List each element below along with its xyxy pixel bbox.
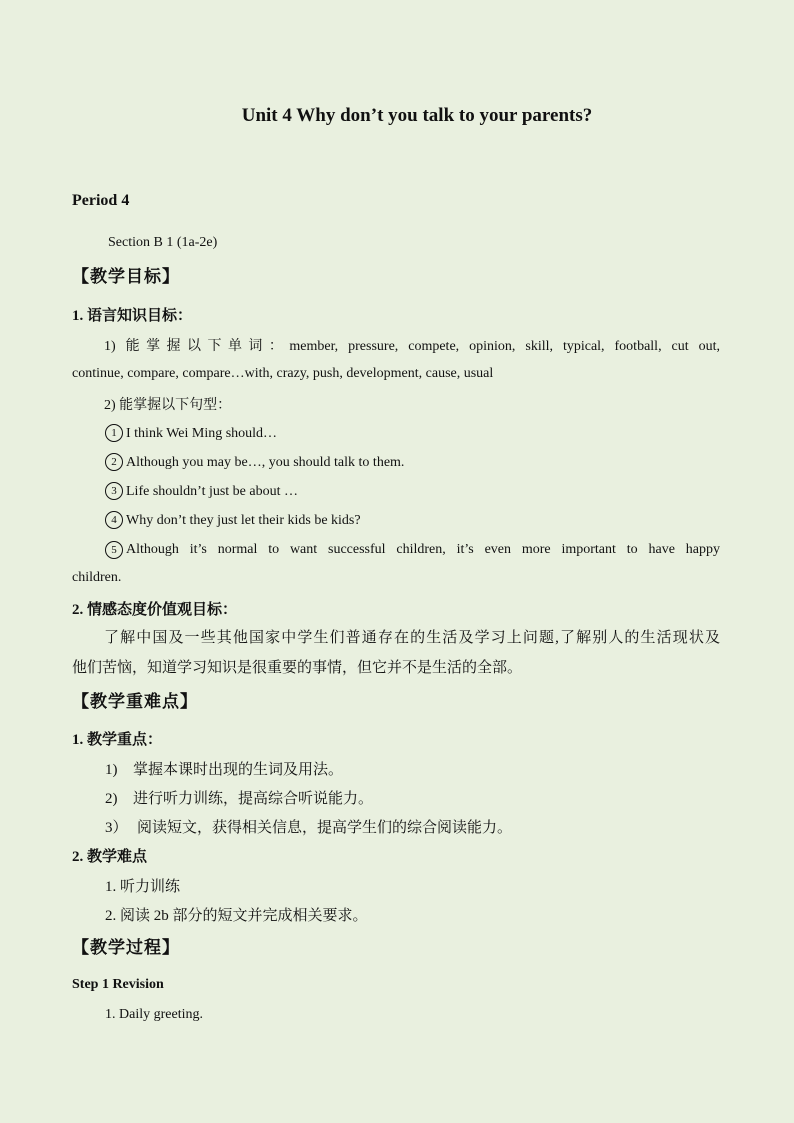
period-heading: Period 4 <box>72 192 130 209</box>
sentence-text: Although it’s normal to want successful children, it’s even more important to have happy <box>126 542 720 557</box>
focus-item <box>105 758 343 779</box>
focus-item-text: 掌握本课时出现的生词及用法。 <box>133 762 344 778</box>
focus-item-number: 2) <box>105 791 118 807</box>
focus-item <box>105 816 512 837</box>
sentence-text: Life shouldn’t just be about … <box>126 484 298 499</box>
focus-item-text: 进行听力训练，提高综合听说能力。 <box>133 791 374 807</box>
vocab-line-1: 1) 能掌握以下单词：member, pressure, compete, opinion, skill, typical, football, cut out, <box>104 339 720 354</box>
circled-number: 2 <box>105 453 123 471</box>
focus-item-number: 3） <box>105 820 128 836</box>
process-heading: 【教学过程】 <box>72 938 180 957</box>
sentence-item <box>105 424 277 442</box>
goals-heading: 【教学目标】 <box>72 267 180 286</box>
sentence-item <box>105 482 298 500</box>
step-1-item: 1. Daily greeting. <box>105 1007 203 1022</box>
emotion-goals-heading: 2. 情感态度价值观目标： <box>72 602 238 618</box>
difficulty-heading: 2. 教学难点 <box>72 849 148 865</box>
sentence-item <box>105 511 361 529</box>
sentence-intro: 2) 能掌握以下句型： <box>104 398 232 413</box>
difficulty-item: 1. 听力训练 <box>105 879 181 895</box>
sentence-item <box>105 541 720 559</box>
section-label: Section B 1 (1a-2e) <box>108 235 218 250</box>
sentence-item <box>105 453 404 471</box>
sentence-text: Although you may be…, you should talk to them. <box>126 455 405 470</box>
circled-number: 5 <box>105 541 123 559</box>
page-title: Unit 4 Why don’t you talk to your parents? <box>241 105 593 126</box>
circled-number: 4 <box>105 511 123 529</box>
focus-item <box>105 787 373 808</box>
vocab-line-2: continue, compare, compare…with, crazy, push, development, cause, usual <box>72 366 494 381</box>
focus-item-number: 1) <box>105 762 118 778</box>
emotion-line-1: 了解中国及一些其他国家中学生们普通存在的生活及学习上问题,了解别人的生活现状及 <box>104 630 720 646</box>
focus-heading: 1. 教学重点： <box>72 732 163 748</box>
key-points-heading: 【教学重难点】 <box>72 692 198 711</box>
step-1-heading: Step 1 Revision <box>72 977 164 992</box>
language-goals-heading: 1. 语言知识目标： <box>72 308 193 324</box>
difficulty-item: 2. 阅读 2b 部分的短文并完成相关要求。 <box>105 908 368 924</box>
sentence-text: I think Wei Ming should… <box>126 426 278 441</box>
sentence-continuation: children. <box>72 570 122 585</box>
circled-number: 3 <box>105 482 123 500</box>
emotion-line-2: 他们苦恼，知道学习知识是很重要的事情，但它并不是生活的全部。 <box>72 660 523 676</box>
focus-item-text: 阅读短文，获得相关信息，提高学生们的综合阅读能力。 <box>137 820 513 836</box>
circled-number: 1 <box>105 424 123 442</box>
sentence-text: Why don’t they just let their kids be kids? <box>126 513 361 528</box>
